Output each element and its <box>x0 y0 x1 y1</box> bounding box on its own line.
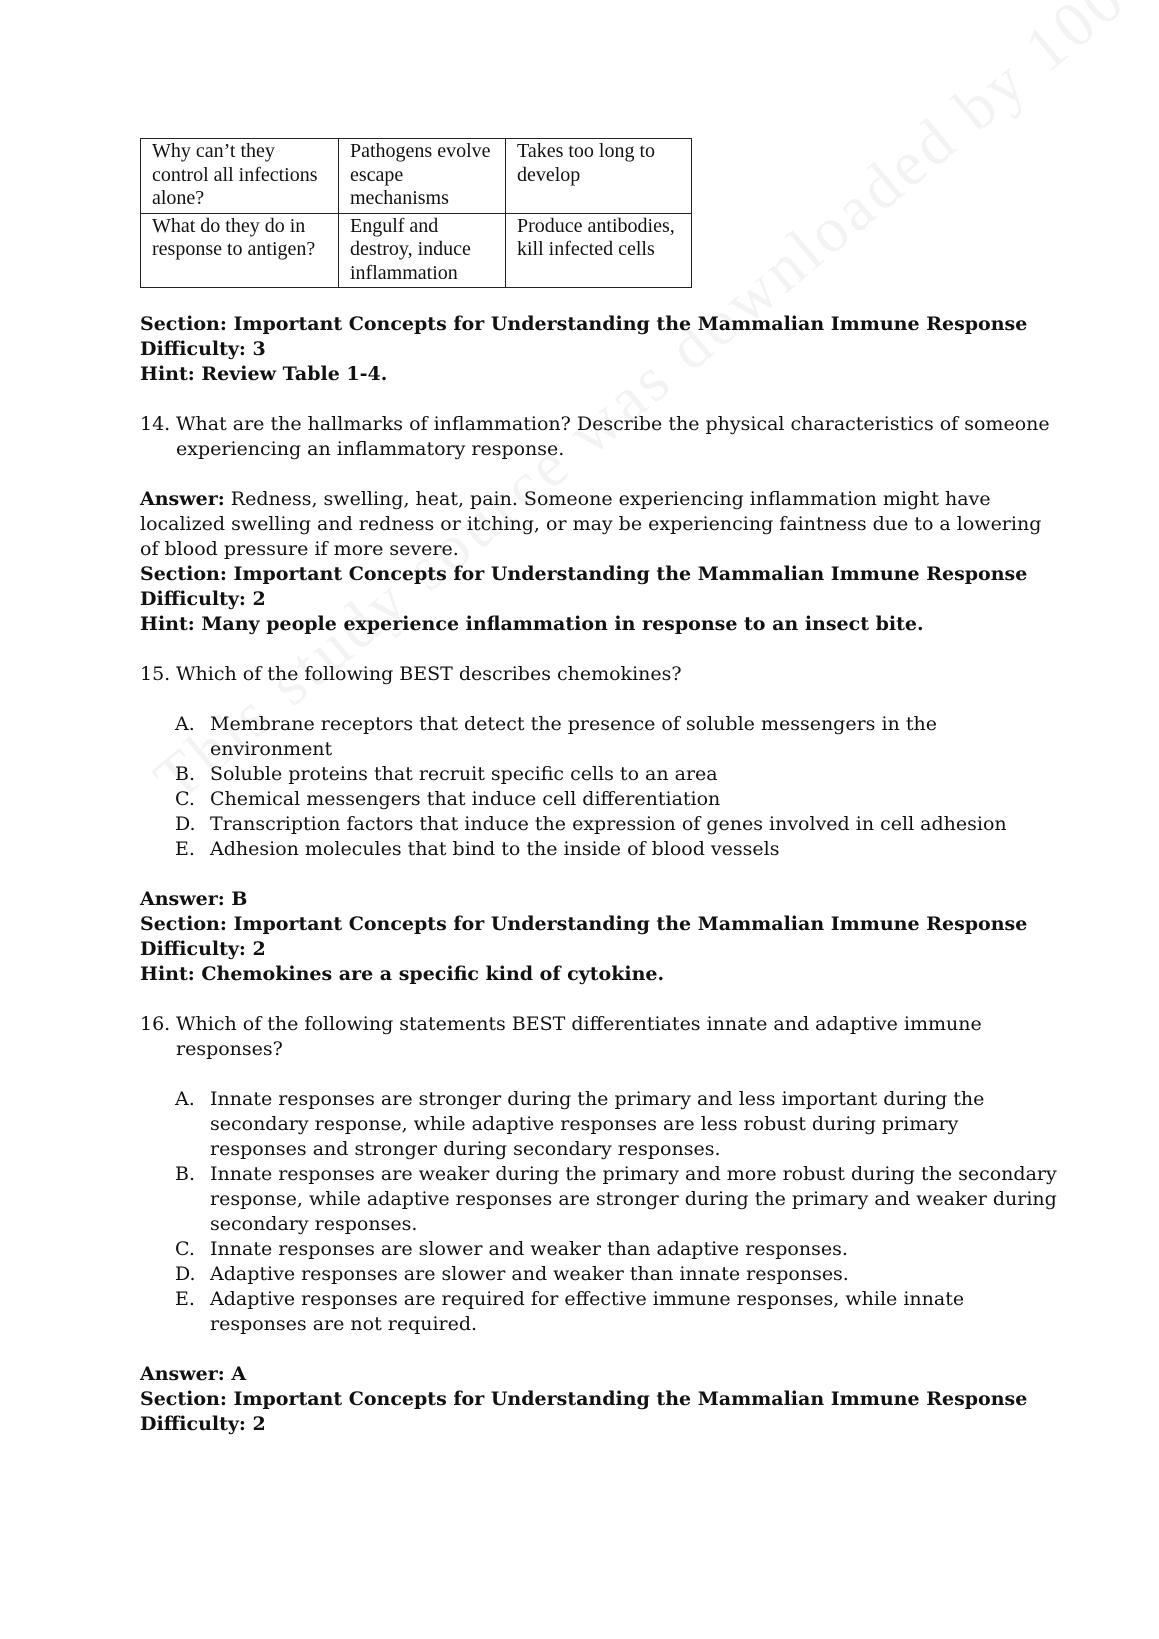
table-cell: Produce antibodies, kill infected cells <box>506 213 692 288</box>
question-16 <box>140 1012 1060 1437</box>
table-cell: Pathogens evolve escape mechanisms <box>339 139 506 214</box>
difficulty-line: Difficulty: 2 <box>140 1413 266 1435</box>
answer-text: Redness, swelling, heat, pain. Someone experiencing inflammation might have localized swelling and redness or itching, or may be experiencing faintness due to a lowering of blood pressure if more severe. <box>140 488 1042 560</box>
question-number: 15. <box>140 663 171 685</box>
table-cell: Why can’t they control all infections alone? <box>141 139 339 214</box>
option-letter: E. <box>175 838 195 860</box>
option-text: Membrane receptors that detect the presence of soluble messengers in the environment <box>210 713 937 760</box>
option-text: Innate responses are weaker during the primary and more robust during the secondary response, while adaptive responses are stronger during the primary and weaker during secondary responses. <box>210 1163 1057 1235</box>
table-cell: What do they do in response to antigen? <box>141 213 339 288</box>
option-text: Soluble proteins that recruit specific cells to an area <box>210 763 718 785</box>
option-list <box>175 1087 1060 1337</box>
option-item <box>175 1162 1060 1237</box>
question-text: What are the hallmarks of inflammation? Describe the physical characteristics of someone experiencing an inflammatory response. <box>176 413 1050 460</box>
option-letter: E. <box>175 1288 195 1310</box>
option-letter: A. <box>175 1088 195 1110</box>
option-item <box>175 1237 1060 1262</box>
option-text: Transcription factors that induce the expression of genes involved in cell adhesion <box>210 813 1007 835</box>
hint-line: Hint: Review Table 1-4. <box>140 363 388 385</box>
option-text: Innate responses are slower and weaker than adaptive responses. <box>210 1238 848 1260</box>
option-letter: B. <box>175 763 196 785</box>
option-text: Adaptive responses are slower and weaker than innate responses. <box>210 1263 849 1285</box>
question-14 <box>140 412 1060 637</box>
section-line: Section: Important Concepts for Understanding the Mammalian Immune Response <box>140 1388 1028 1410</box>
option-text: Innate responses are stronger during the primary and less important during the secondary response, while adaptive responses are less robust during primary responses and stronger during secondary responses. <box>210 1088 985 1160</box>
option-letter: C. <box>175 788 195 810</box>
hint-line: Hint: Chemokines are a specific kind of cytokine. <box>140 963 665 985</box>
answer-label: Answer: <box>140 488 225 510</box>
table-cell: Takes too long to develop <box>506 139 692 214</box>
option-letter: A. <box>175 713 195 735</box>
answer-line: Answer: B <box>140 888 248 910</box>
table-cell: Engulf and destroy, induce inflammation <box>339 213 506 288</box>
option-letter: D. <box>175 813 196 835</box>
section-line: Section: Important Concepts for Understanding the Mammalian Immune Response <box>140 313 1028 335</box>
difficulty-line: Difficulty: 2 <box>140 588 266 610</box>
option-item <box>175 712 1060 762</box>
option-text: Adhesion molecules that bind to the inside of blood vessels <box>210 838 780 860</box>
option-item <box>175 1087 1060 1162</box>
option-letter: B. <box>175 1163 196 1185</box>
section-line: Section: Important Concepts for Understanding the Mammalian Immune Response <box>140 563 1028 585</box>
question-number: 16. <box>140 1013 171 1035</box>
comparison-table <box>140 138 692 288</box>
hint-line: Hint: Many people experience inflammation in response to an insect bite. <box>140 613 924 635</box>
option-text: Chemical messengers that induce cell differentiation <box>210 788 721 810</box>
question-number: 14. <box>140 413 171 435</box>
table-row <box>141 213 692 288</box>
option-item <box>175 812 1060 837</box>
option-letter: C. <box>175 1238 195 1260</box>
answer-paragraph <box>140 487 1060 562</box>
difficulty-line: Difficulty: 2 <box>140 938 266 960</box>
table-row <box>141 139 692 214</box>
question-text: Which of the following statements BEST differentiates innate and adaptive immune responses? <box>176 1013 982 1060</box>
section-line: Section: Important Concepts for Understanding the Mammalian Immune Response <box>140 913 1028 935</box>
q13-meta <box>140 312 1060 387</box>
option-list <box>175 712 1060 862</box>
question-text: Which of the following BEST describes chemokines? <box>176 663 682 685</box>
option-item <box>175 837 1060 862</box>
option-text: Adaptive responses are required for effective immune responses, while innate responses are not required. <box>210 1288 965 1335</box>
option-item <box>175 1262 1060 1287</box>
option-letter: D. <box>175 1263 196 1285</box>
document-page <box>140 138 1060 1437</box>
answer-line: Answer: A <box>140 1363 247 1385</box>
option-item <box>175 787 1060 812</box>
question-15 <box>140 662 1060 987</box>
option-item <box>175 762 1060 787</box>
option-item <box>175 1287 1060 1337</box>
difficulty-line: Difficulty: 3 <box>140 338 266 360</box>
